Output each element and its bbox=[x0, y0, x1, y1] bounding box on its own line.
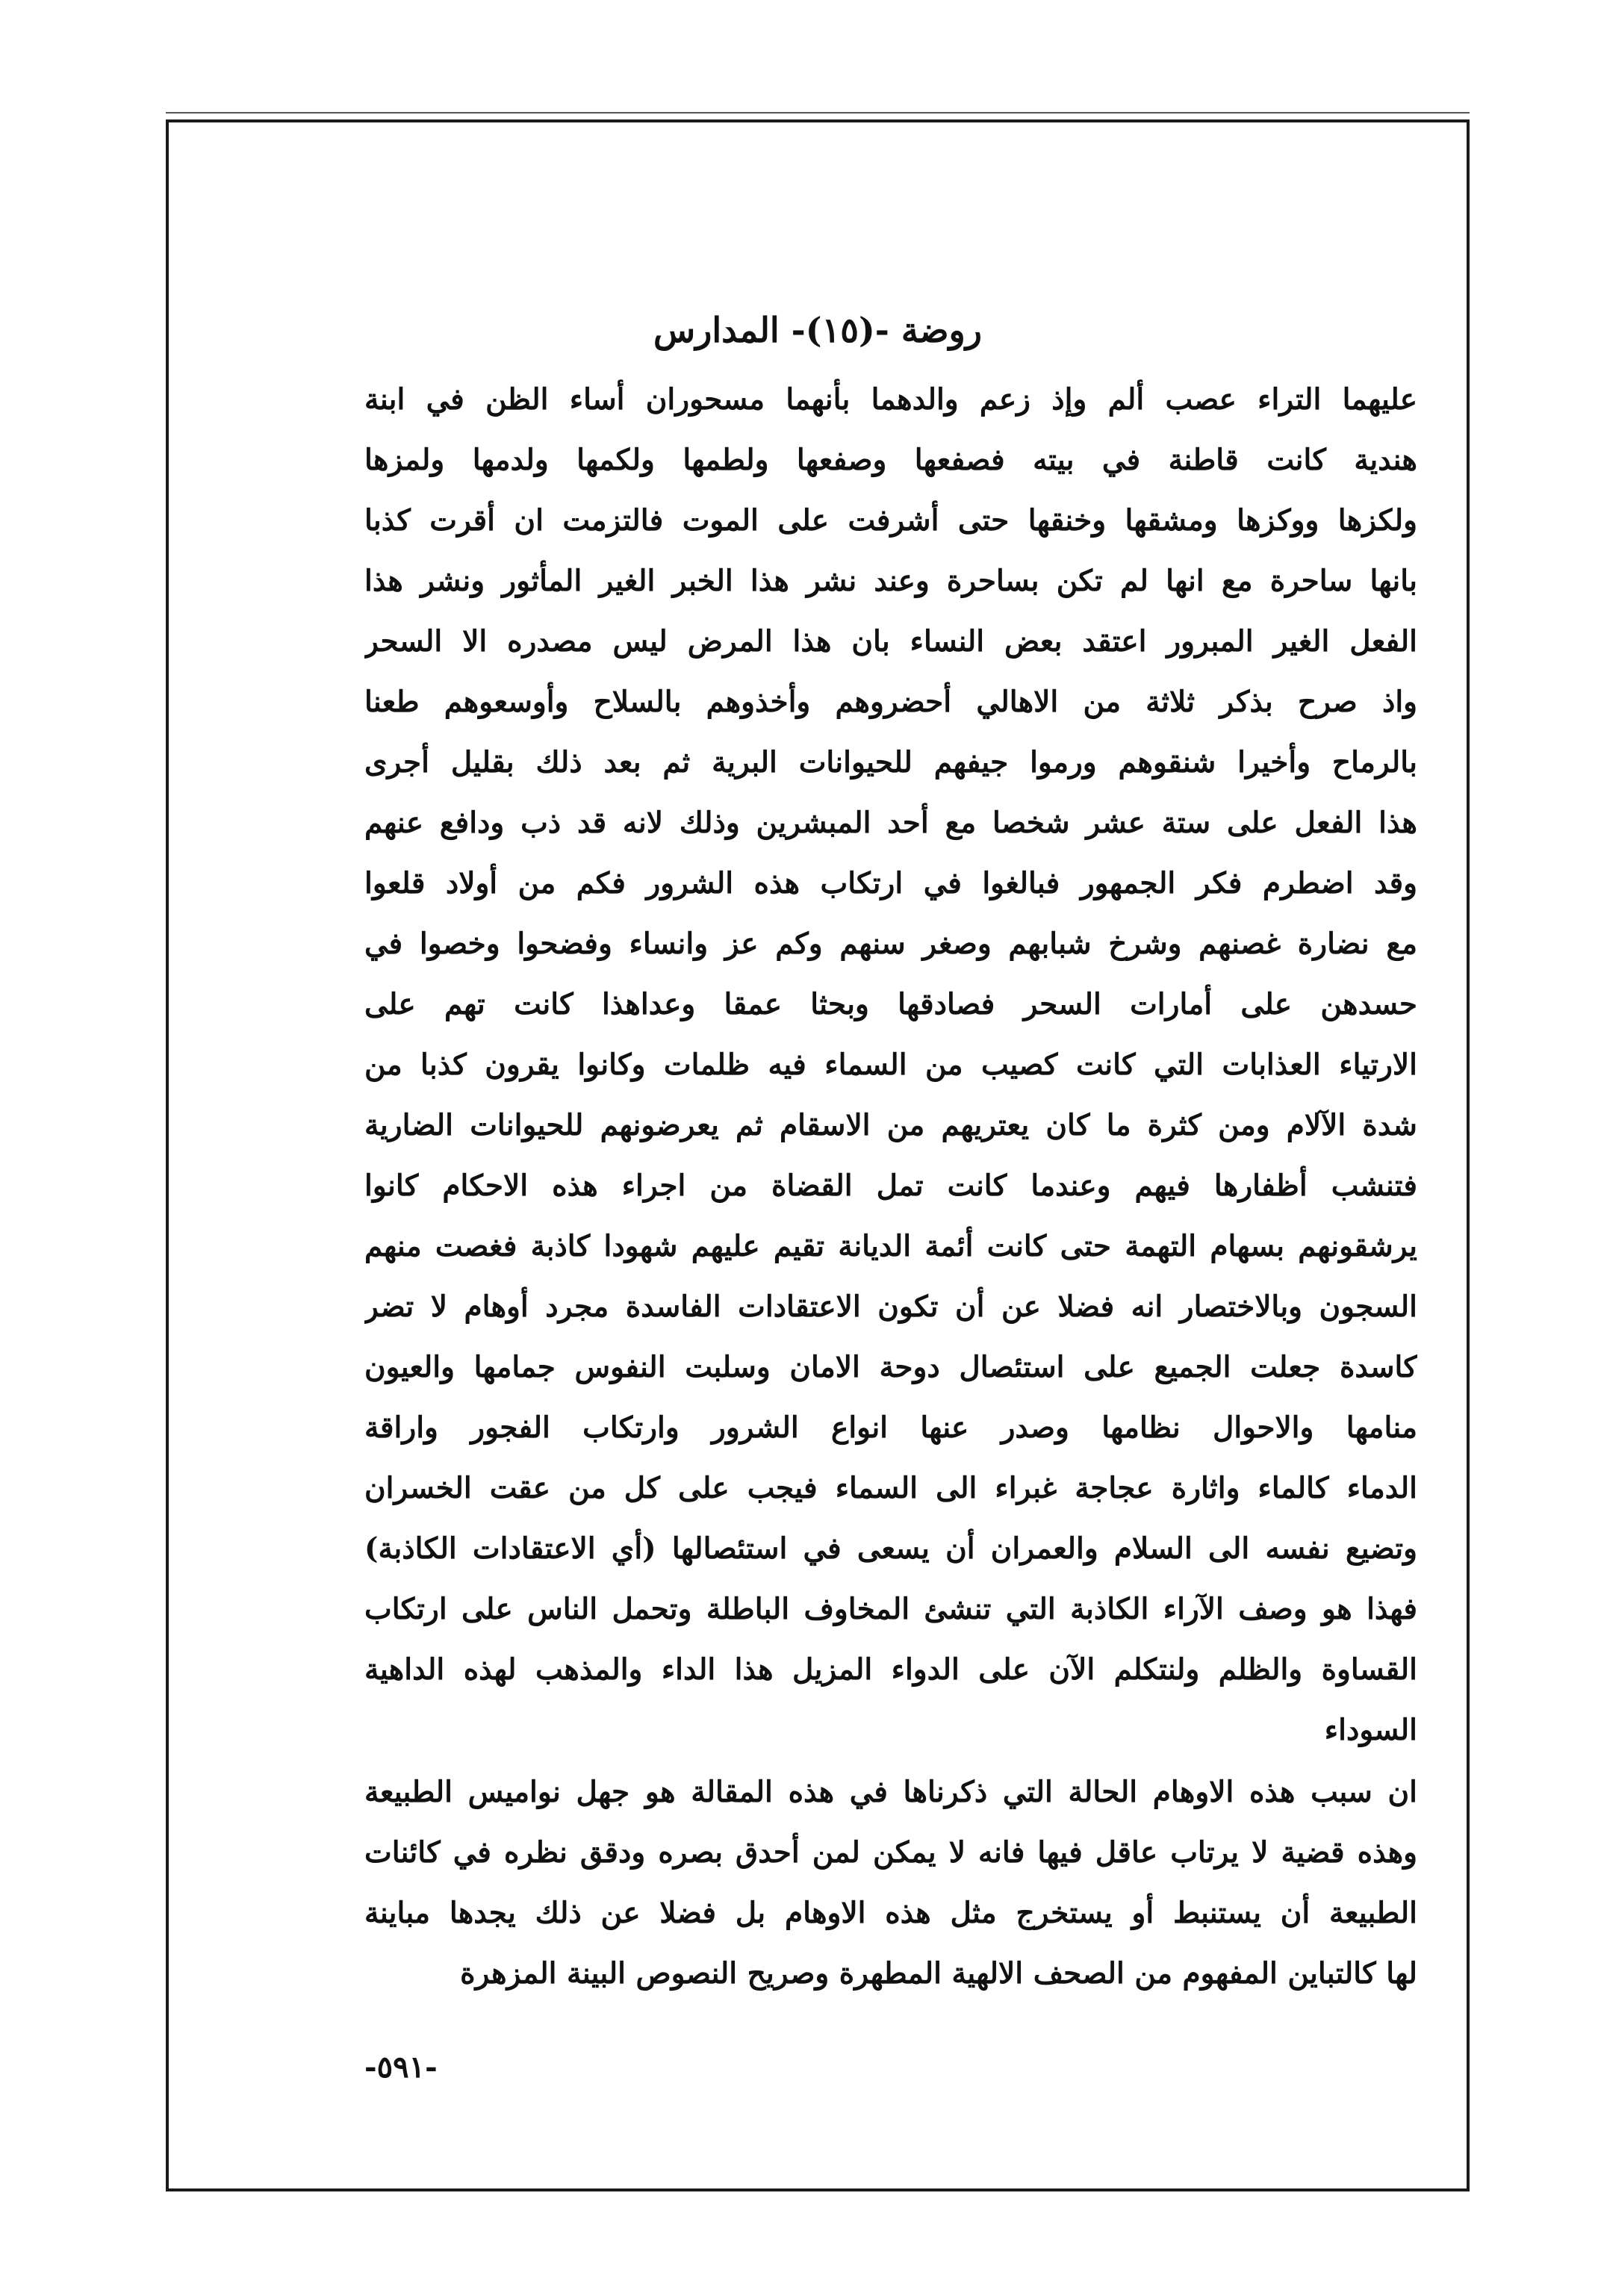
text-line: الطبيعة أن يستنبط أو يستخرج مثل هذه الاوهام بل فضلا عن ذلك يجدها مباينة bbox=[364, 1896, 1417, 1930]
text-line: الدماء كالماء واثارة عجاجة غبراء الى السماء فيجب على كل من عقت الخسران bbox=[364, 1471, 1417, 1505]
text-line: الفعل الغير المبرور اعتقد بعض النساء بان هذا المرض ليس مصدره الا السحر bbox=[364, 624, 1417, 659]
text-line: ان سبب هذه الاوهام الحالة التي ذكرناها في هذه المقالة هو جهل نواميس الطبيعة bbox=[364, 1775, 1417, 1809]
text-line: بالرماح وأخيرا شنقوهم ورموا جيفهم للحيوانات البرية ثم بعد ذلك بقليل أجرى bbox=[364, 745, 1417, 780]
text-line: لها كالتباين المفهوم من الصحف الالهية المطهرة وصريح النصوص البينة المزهرة bbox=[460, 1956, 1417, 1991]
text-line: هذا الفعل على ستة عشر شخصا مع أحد المبشرين وذلك لانه قد ذب ودافع عنهم bbox=[364, 806, 1417, 840]
text-line: كاسدة جعلت الجميع على استئصال دوحة الامان وسلبت النفوس جمامها والعيون bbox=[364, 1350, 1417, 1384]
paragraph-2 bbox=[364, 1762, 1417, 2004]
text-line: حسدهن على أمارات السحر فصادقها وبحثا عمقا وعداهذا كانت تهم على bbox=[364, 987, 1417, 1021]
text-line: فهذا هو وصف الآراء الكاذبة التي تنشئ المخاوف الباطلة وتحمل الناس على ارتكاب bbox=[364, 1592, 1417, 1626]
text-line: وقد اضطرم فكر الجمهور فبالغوا في ارتكاب هذه الشرور فكم من أولاد قلعوا bbox=[364, 866, 1417, 900]
text-line: شدة الآلام ومن كثرة ما كان يعتريهم من الاسقام ثم يعرضونهم للحيوانات الضارية bbox=[364, 1108, 1417, 1142]
paragraph-1 bbox=[364, 370, 1417, 1761]
text-line: فتنشب أظفارها فيهم وعندما كانت تمل القضاة من اجراء هذه الاحكام كانوا bbox=[364, 1169, 1417, 1203]
text-line: يرشقونهم بسهام التهمة حتى كانت أئمة الديانة تقيم عليهم شهودا كاذبة فغصت منهم bbox=[364, 1229, 1417, 1263]
text-line: عليهما التراء عصب ألم وإذ زعم والدهما بأنهما مسحوران أساء الظن في ابنة bbox=[364, 382, 1417, 417]
text-line: واذ صرح بذكر ثلاثة من الاهالي أحضروهم وأخذوهم بالسلاح وأوسعوهم طعنا bbox=[364, 685, 1417, 719]
text-line: منامها والاحوال نظامها وصدر عنها انواع الشرور وارتكاب الفجور واراقة bbox=[364, 1410, 1417, 1445]
page-title: روضة -(١٥)- المدارس bbox=[653, 310, 982, 350]
frame-edge bbox=[166, 112, 1470, 113]
text-line: وهذه قضية لا يرتاب عاقل فيها فانه لا يمكن لمن أحدق بصره ودقق نظره في كائنات bbox=[364, 1835, 1417, 1870]
text-line: القساوة والظلم ولنتكلم الآن على الدواء المزيل هذا الداء والمذهب لهذه الداهية bbox=[364, 1652, 1417, 1687]
text-line: هندية كانت قاطنة في بيته فصفعها وصفعها ولطمها ولكمها ولدمها ولمزها bbox=[364, 443, 1417, 477]
page-number: -٥٩١- bbox=[364, 2050, 438, 2085]
text-line: السجون وبالاختصار انه فضلا عن أن تكون الاعتقادات الفاسدة مجرد أوهام لا تضر bbox=[364, 1289, 1417, 1324]
text-line: السوداء bbox=[1324, 1713, 1417, 1747]
text-line: الارتياء العذابات التي كانت كصيب من السماء فيه ظلمات وكانوا يقرون كذبا من bbox=[364, 1048, 1417, 1082]
text-line: بانها ساحرة مع انها لم تكن بساحرة وعند نشر هذا الخبر الغير المأثور ونشر هذا bbox=[364, 564, 1417, 598]
text-line: مع نضارة غصنهم وشرخ شبابهم وصغر سنهم وكم عز وانساء وفضحوا وخصوا في bbox=[364, 927, 1417, 961]
text-line: ولكزها ووكزها ومشقها وخنقها حتى أشرفت على الموت فالتزمت ان أقرت كذبا bbox=[364, 503, 1417, 538]
text-line: وتضيع نفسه الى السلام والعمران أن يسعى في استئصالها (أي الاعتقادات الكاذبة) bbox=[364, 1531, 1417, 1566]
